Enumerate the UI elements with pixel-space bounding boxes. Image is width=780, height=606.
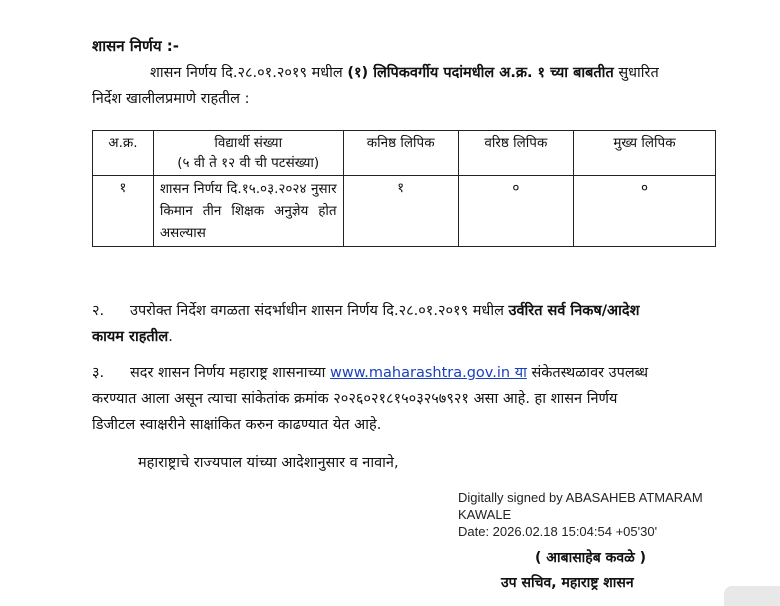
para3-number: ३. [92, 365, 105, 381]
signatory-name: ( आबासाहेब कवळे ) [535, 550, 647, 566]
para1-text-end: सुधारित [613, 65, 659, 81]
closing-line: महाराष्ट्राचे राज्यपाल यांच्या आदेशानुसार व नावाने, [138, 455, 399, 471]
para2-line2 [92, 324, 173, 350]
para3-text: सदर शासन निर्णय महाराष्ट्र शासनाच्या [130, 365, 331, 381]
signatory-designation: उप सचिव, महाराष्ट्र शासन [501, 575, 634, 591]
para2-period: . [168, 329, 173, 345]
header-chief-clerk: मुख्य लिपिक [573, 131, 715, 176]
website-link[interactable]: www.maharashtra.gov.in या [330, 365, 527, 381]
cell-condition: शासन निर्णय दि.१५.०३.२०२४ नुसार किमान तीन शिक्षक अनुज्ञेय होत असल्यास [153, 176, 343, 247]
header-students [153, 131, 343, 176]
header-students-sub: (५ वी ते १२ वी ची पटसंख्या) [177, 155, 320, 171]
para2-line1 [92, 298, 639, 324]
header-junior-clerk: कनिष्ठ लिपिक [343, 131, 458, 176]
digital-signature-block [458, 489, 703, 540]
table-row [93, 176, 716, 247]
cell-junior-clerk: १ [343, 176, 458, 247]
section-heading: शासन निर्णय :- [92, 37, 179, 55]
para3-text-end: संकेतस्थळावर उपलब्ध [526, 365, 649, 381]
para1-line1 [150, 60, 659, 86]
cell-serial: १ [93, 176, 154, 247]
cell-chief-clerk: ० [573, 176, 715, 247]
para3-line1 [92, 360, 648, 386]
signature-date: Date: 2026.02.18 15:04:54 +05'30' [458, 524, 658, 539]
para2-text: उपरोक्त निर्देश वगळता संदर्भाधीन शासन निर्णय दि.२८.०१.२०१९ मधील [130, 303, 509, 319]
para3-line3: डिजीटल स्वाक्षरीने साक्षांकित करुन काढण्यात येत आहे. [92, 417, 382, 433]
header-senior-clerk: वरिष्ठ लिपिक [458, 131, 573, 176]
signature-line-2: KAWALE [458, 507, 512, 522]
table-header-row [93, 131, 716, 176]
para1-text: शासन निर्णय दि.२८.०१.२०१९ मधील [150, 65, 348, 81]
para2-number: २. [92, 303, 105, 319]
cell-senior-clerk: ० [458, 176, 573, 247]
signature-line-1: Digitally signed by ABASAHEB ATMARAM [458, 490, 703, 505]
para3-line2: करण्यात आला असून त्याचा सांकेतांक क्रमांक २०२६०२१८१५०३२५७९२१ असा आहे. हा शासन निर्णय [92, 391, 618, 407]
para2-bold-end: कायम राहतील [92, 329, 169, 345]
header-students-label: विद्यार्थी संख्या [214, 135, 283, 151]
clerk-posts-table [92, 130, 716, 247]
para1-bold-text: (१) लिपिकवर्गीय पदांमधील अ.क्र. १ च्या बाबतीत [347, 65, 614, 81]
header-serial: अ.क्र. [93, 131, 154, 176]
para2-bold-text: उर्वरित सर्व निकष/आदेश [508, 303, 640, 319]
para1-line2: निर्देश खालीलप्रमाणे राहतील : [92, 91, 250, 107]
corner-overlay [724, 586, 780, 606]
